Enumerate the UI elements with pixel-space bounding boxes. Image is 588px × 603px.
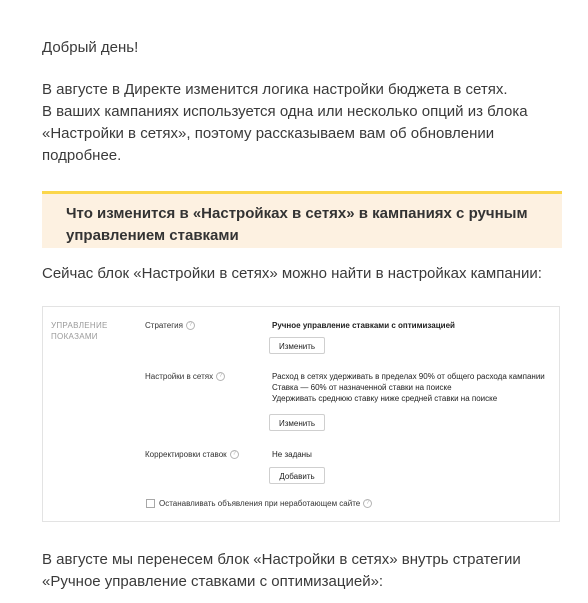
strategy-label-row (145, 321, 195, 330)
section-title: УПРАВЛЕНИЕ ПОКАЗАМИ (51, 321, 108, 341)
callout-heading (42, 191, 562, 248)
network-setting-line: Удерживать среднюю ставку ниже средней ставки на поиске (272, 394, 498, 403)
callout-line: управлением ставками (66, 227, 239, 244)
question-circle-icon[interactable]: ? (186, 321, 195, 330)
change-strategy-button[interactable]: Изменить (269, 337, 325, 354)
question-circle-icon[interactable]: ? (363, 499, 372, 508)
intro-line: «Настройки в сетях», поэтому рассказываем вам об обновлении (42, 125, 495, 142)
change-network-button[interactable]: Изменить (269, 414, 325, 431)
closing-paragraph (42, 549, 562, 593)
strategy-label: Стратегия (145, 321, 183, 330)
bid-adjustments-label-row (145, 450, 239, 459)
closing-line: «Ручное управление ставками с оптимизацией»: (42, 573, 384, 590)
network-label-row (145, 372, 225, 381)
question-circle-icon[interactable]: ? (230, 450, 239, 459)
strategy-value: Ручное управление ставками с оптимизацией (272, 321, 455, 330)
intro-line: В августе в Директе изменится логика настройки бюджета в сетях. (42, 81, 508, 98)
block-location-text: Сейчас блок «Настройки в сетях» можно найти в настройках кампании: (42, 265, 542, 282)
intro-line: В ваших кампаниях используется одна или несколько опций из блока (42, 103, 528, 120)
network-settings-values (272, 371, 545, 404)
closing-line: В августе мы перенесем блок «Настройки в сетях» внутрь стратегии (42, 551, 521, 568)
intro-line: подробнее. (42, 147, 122, 164)
callout-line: Что изменится в «Настройках в сетях» в кампаниях с ручным (66, 205, 528, 222)
bid-adjustments-value: Не заданы (272, 450, 312, 459)
stop-ads-row[interactable] (146, 499, 372, 508)
bid-adjustments-label: Корректировки ставок (145, 450, 227, 459)
stop-ads-label: Останавливать объявления при неработающем сайте (159, 499, 361, 508)
stop-ads-checkbox[interactable] (146, 499, 155, 508)
network-setting-line: Расход в сетях удерживать в пределах 90% от общего расхода кампании (272, 372, 545, 381)
add-bid-adjustment-button[interactable]: Добавить (269, 467, 325, 484)
question-circle-icon[interactable]: ? (216, 372, 225, 381)
network-setting-line: Ставка — 60% от назначенной ставки на поиске (272, 383, 452, 392)
settings-screenshot (42, 306, 560, 522)
greeting: Добрый день! (42, 39, 139, 56)
intro-paragraph (42, 79, 562, 167)
network-label: Настройки в сетях (145, 372, 214, 381)
